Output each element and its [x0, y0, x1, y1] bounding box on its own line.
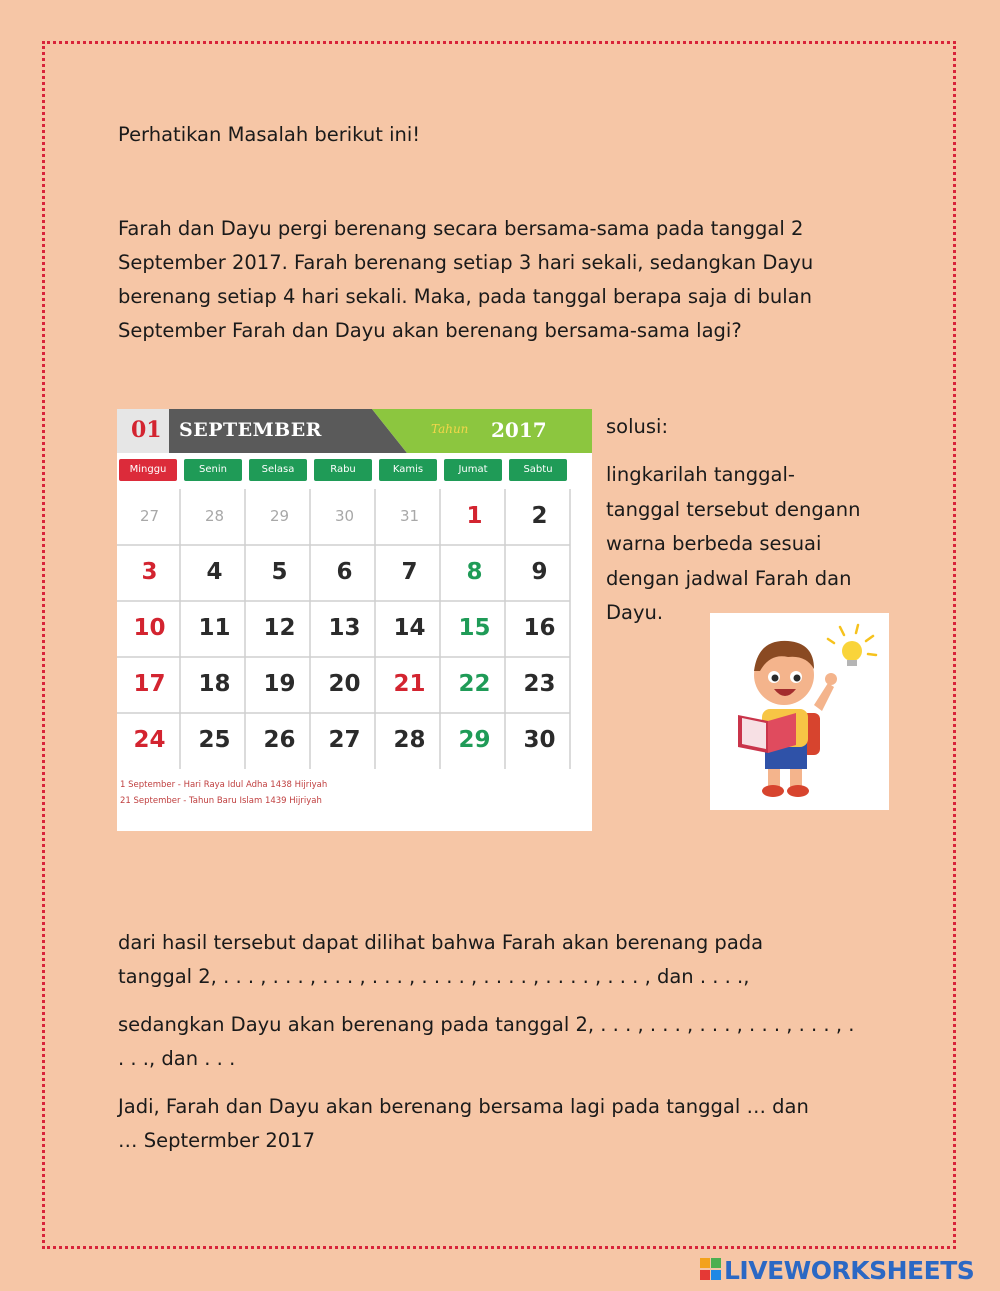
date-cell[interactable]: 7: [401, 559, 418, 585]
conclusion-answer-line[interactable]: … Septermber 2017: [118, 1129, 315, 1152]
date-cell[interactable]: 10: [133, 615, 166, 641]
weekday-monday: Senin: [184, 459, 242, 481]
instruction-line: tanggal tersebut dengann: [606, 497, 861, 521]
weekday-saturday: Sabtu: [509, 459, 567, 481]
instruction-line: dengan jadwal Farah dan: [606, 566, 852, 590]
weekday-friday: Jumat: [444, 459, 502, 481]
date-cell[interactable]: 14: [393, 615, 426, 641]
calendar-weekday-row: [117, 459, 592, 481]
calendar-month-number: 01: [131, 417, 162, 443]
farah-result-line: dari hasil tersebut dapat dilihat bahwa Farah akan berenang pada: [118, 931, 764, 954]
intro-heading: Perhatikan Masalah berikut ini!: [118, 123, 421, 146]
kid-reading-illustration: [710, 613, 889, 810]
date-cell[interactable]: 30: [523, 727, 556, 753]
problem-line: September 2017. Farah berenang setiap 3 hari sekali, sedangkan Dayu: [118, 251, 814, 274]
date-cell[interactable]: 19: [263, 671, 296, 697]
date-cell[interactable]: 5: [271, 559, 288, 585]
weekday-tuesday: Selasa: [249, 459, 307, 481]
problem-paragraph: [118, 212, 878, 348]
dayu-answer-line[interactable]: . . ., dan . . .: [118, 1047, 236, 1070]
date-cell[interactable]: 31: [399, 507, 420, 525]
dayu-answer-line[interactable]: sedangkan Dayu akan berenang pada tanggal 2, . . . , . . . , . . . , . . . , . . . , .: [118, 1013, 855, 1036]
problem-line: berenang setiap 4 hari sekali. Maka, pada tanggal berapa saja di bulan: [118, 285, 812, 308]
conclusion-answer-line[interactable]: Jadi, Farah dan Dayu akan berenang bersama lagi pada tanggal … dan: [118, 1095, 809, 1118]
instruction-line: Dayu.: [606, 601, 664, 624]
date-cell[interactable]: 4: [206, 559, 223, 585]
date-cell[interactable]: 11: [198, 615, 231, 641]
instruction-line: lingkarilah tanggal-: [606, 463, 795, 486]
date-cell[interactable]: 17: [133, 671, 166, 697]
date-cell[interactable]: 15: [458, 615, 491, 641]
date-cell[interactable]: 28: [393, 727, 426, 753]
weekday-thursday: Kamis: [379, 459, 437, 481]
date-cell[interactable]: 25: [198, 727, 231, 753]
calendar-date-grid: [117, 489, 592, 769]
date-cell[interactable]: 1: [466, 503, 483, 529]
date-cell[interactable]: 26: [263, 727, 296, 753]
dayu-result: [118, 1008, 888, 1076]
liveworksheets-logo-icon: [700, 1258, 722, 1282]
date-cell[interactable]: 20: [328, 671, 361, 697]
calendar-year: 2017: [491, 418, 547, 442]
date-cell[interactable]: 22: [458, 671, 491, 697]
date-cell[interactable]: 29: [269, 507, 290, 525]
liveworksheets-wordmark: LIVEWORKSHEETS: [724, 1256, 975, 1285]
date-cell[interactable]: 13: [328, 615, 361, 641]
date-cell[interactable]: 28: [204, 507, 225, 525]
problem-line: September Farah dan Dayu akan berenang bersama-sama lagi?: [118, 319, 742, 342]
date-cell[interactable]: 29: [458, 727, 491, 753]
date-cell[interactable]: 18: [198, 671, 231, 697]
date-cell[interactable]: 30: [334, 507, 355, 525]
calendar-note: 1 September - Hari Raya Idul Adha 1438 Hijriyah: [120, 780, 328, 790]
farah-answer-line[interactable]: tanggal 2, . . . , . . . , . . . , . . . , . . . . , . . . . , . . . . , . . . , dan . . . .,: [118, 965, 750, 988]
date-cell[interactable]: 27: [139, 507, 160, 525]
date-cell[interactable]: 27: [328, 727, 361, 753]
date-cell[interactable]: 24: [133, 727, 166, 753]
problem-line: Farah dan Dayu pergi berenang secara bersama-sama pada tanggal 2: [118, 217, 804, 240]
instruction-line: warna berbeda sesuai: [606, 532, 822, 555]
farah-result: [118, 926, 888, 994]
date-cell[interactable]: 9: [531, 559, 548, 585]
weekday-sunday: Minggu: [119, 459, 177, 481]
date-cell[interactable]: 12: [263, 615, 296, 641]
date-cell[interactable]: 16: [523, 615, 556, 641]
date-cell[interactable]: 6: [336, 559, 353, 585]
date-cell[interactable]: 2: [531, 503, 548, 529]
weekday-wednesday: Rabu: [314, 459, 372, 481]
calendar-month-name: SEPTEMBER: [179, 419, 322, 441]
calendar-note: 21 September - Tahun Baru Islam 1439 Hijriyah: [120, 796, 322, 806]
date-cell[interactable]: 8: [466, 559, 483, 585]
calendar-tahun-label: Tahun: [431, 422, 469, 436]
date-cell[interactable]: 21: [393, 671, 426, 697]
date-cell[interactable]: 23: [523, 671, 556, 697]
solusi-label: solusi:: [606, 415, 669, 438]
date-cell[interactable]: 3: [141, 559, 158, 585]
conclusion: [118, 1090, 888, 1158]
instruction-paragraph: [606, 458, 896, 631]
september-calendar: [117, 409, 592, 831]
